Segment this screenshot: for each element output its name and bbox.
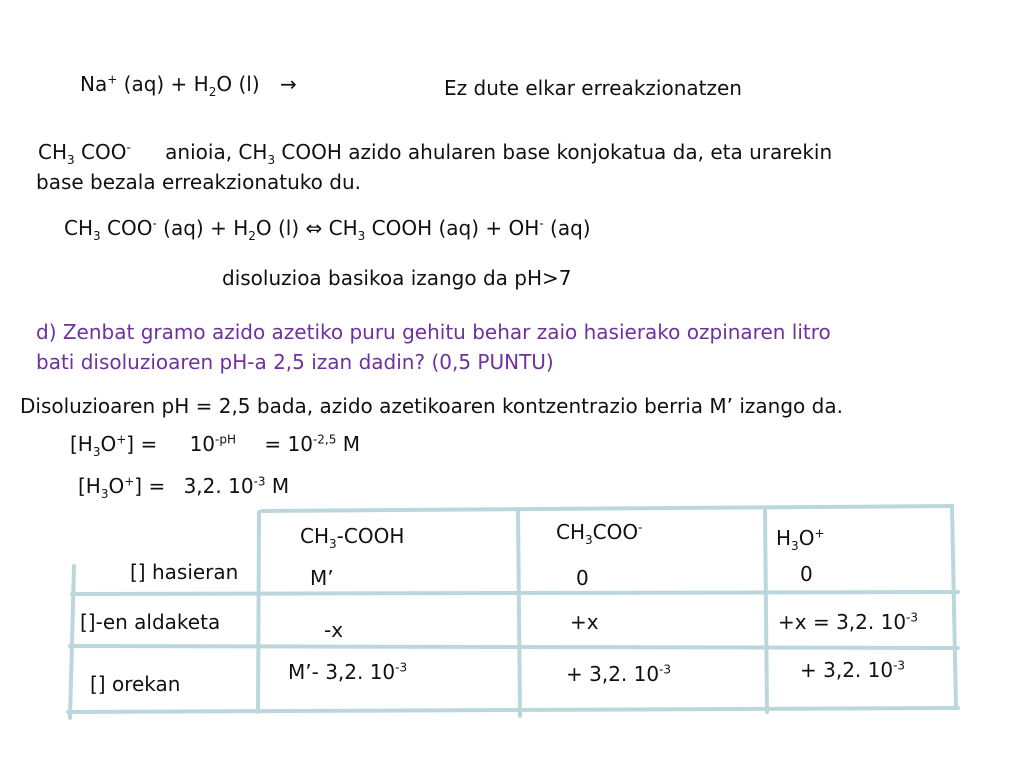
acetate-paragraph-line2: base bezala erreakzionatuko du. bbox=[36, 170, 361, 194]
question-line2: bati disoluzioaren pH-a 2,5 izan dadin? (0,5 PUNTU) bbox=[36, 350, 554, 374]
question-line1: d) Zenbat gramo azido azetiko puru gehitu behar zaio hasierako ozpinaren litro bbox=[36, 320, 831, 344]
cell-initial-hydronium: 0 bbox=[800, 562, 813, 586]
grid-line-bottom bbox=[68, 708, 958, 712]
cell-change-acetate: +x bbox=[570, 610, 599, 634]
basic-solution-note: disoluzioa basikoa izango da pH>7 bbox=[222, 266, 572, 290]
header-acetate: $CH_3COO^-$ bbox=[556, 520, 643, 547]
hydrolysis-equation: $CH_3$ COO- $(aq) + H_2O$ (l) ⇔ $CH_3$ COOH (aq) + OH- (aq) bbox=[64, 216, 591, 243]
statement: Disoluzioaren pH = 2,5 bada, azido azetikoaren kontzentrazio berria M’ izango da. bbox=[20, 394, 843, 418]
row-label-change: []-en aldaketa bbox=[80, 610, 221, 634]
cell-change-hydronium: +x = 3,2. $10^{-3}$ bbox=[778, 610, 919, 634]
grid-line-v1 bbox=[258, 512, 259, 712]
reaction-sodium: Na+ $(aq) + H_2O$ (l) → bbox=[80, 72, 297, 99]
grid-line-left bbox=[70, 566, 74, 718]
row-label-equilibrium: [] orekan bbox=[90, 672, 181, 696]
grid-line-top bbox=[262, 506, 952, 511]
cell-eq-acetate: + 3,2. $10^{-3}$ bbox=[566, 662, 672, 686]
header-acetic-acid: $CH_3$-COOH bbox=[300, 524, 405, 551]
calc-hydronium-1: $[H_3O^+] = 10^{-pH} = 10^{-2,5}$ M bbox=[70, 432, 360, 459]
row-label-initial: [] hasieran bbox=[130, 560, 239, 584]
right-arrow-icon: → bbox=[279, 72, 297, 96]
cell-eq-acid: M’- 3,2. $10^{-3}$ bbox=[288, 660, 408, 684]
grid-line-h1 bbox=[72, 592, 958, 594]
grid-line-right bbox=[952, 506, 956, 708]
no-reaction-note: Ez dute elkar erreakzionatzen bbox=[444, 76, 742, 100]
acetate-paragraph-line1: $CH_3$ COO- anioia, $CH_3$ COOH azido ahularen base konjokatua da, eta urarekin bbox=[38, 140, 833, 167]
cell-change-acid: -x bbox=[324, 618, 344, 642]
cell-initial-acetate: 0 bbox=[576, 566, 589, 590]
calc-hydronium-2: $[H_3O^+] = 3,2$. $10^{-3}$ M bbox=[78, 474, 290, 501]
cell-initial-acid: M’ bbox=[310, 566, 334, 590]
header-hydronium: $H_3O^+$ bbox=[776, 526, 825, 553]
grid-line-v3 bbox=[765, 508, 767, 712]
grid-line-v2 bbox=[518, 510, 520, 716]
grid-line-h2 bbox=[70, 646, 958, 648]
cell-eq-hydronium: + 3,2. $10^{-3}$ bbox=[800, 658, 906, 682]
equilibrium-arrow-icon: ⇔ bbox=[305, 216, 323, 240]
